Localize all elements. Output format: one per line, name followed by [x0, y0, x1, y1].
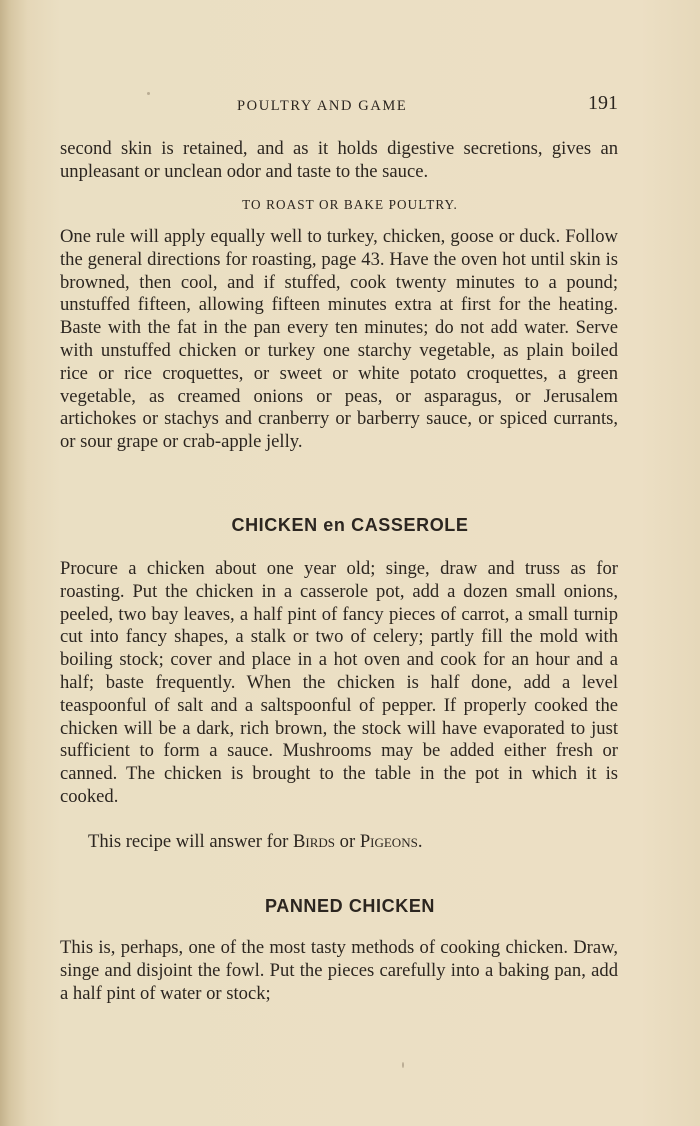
roast-section-title: TO ROAST OR BAKE POULTRY.	[242, 197, 458, 212]
panned-paragraph: This is, perhaps, one of the most tasty methods of cooking chicken. Draw, singe and disjoint the fowl. Put the pieces carefully into a baking pan, add a half pint of water or stock;	[60, 937, 618, 1004]
running-title: POULTRY AND GAME	[237, 98, 408, 114]
recipe-note-end: .	[417, 831, 423, 852]
casserole-heading: CHICKEN en CASSEROLE	[231, 515, 469, 535]
continuation-paragraph: second skin is retained, and as it holds digestive secretions, gives an unpleasant or unclean odor and taste to the sauce.	[60, 138, 618, 182]
recipe-note-prefix: This recipe will answer for	[88, 831, 293, 852]
recipe-note-pigeons: Pigeons	[359, 831, 418, 852]
recipe-note-or: or	[335, 831, 360, 852]
roast-paragraph: One rule will apply equally well to turkey, chicken, goose or duck. Follow the general directions for roasting, page 43. Have the oven hot until skin is browned, then cool, and if stuffed, cook twenty minutes to a pound; unstuffed fifteen, allowing fifteen minutes extra at first for the heating. Baste with the fat in the pan every ten minutes; do not add water. Serve with unstuffed chicken or turkey one starchy vegetable, as plain boiled rice or rice croquettes, or sweet or white potato croquettes, a green vegetable, as creamed onions or peas, or asparagus, or Jerusalem artichokes or stachys and cranberry or barberry sauce, or spiced currants, or sour grape or crab-apple jelly.	[60, 226, 618, 453]
running-header	[0, 92, 700, 118]
page-number: 191	[588, 92, 618, 114]
panned-heading: PANNED CHICKEN	[264, 896, 436, 916]
casserole-paragraph: Procure a chicken about one year old; singe, draw and truss as for roasting. Put the chicken in a casserole pot, add a dozen small onions, peeled, two bay leaves, a half pint of fancy pieces of carrot, a small turnip cut into fancy shapes, a stalk or two of celery; partly fill the mold with boiling stock; cover and place in a hot oven and cook for an hour and a half; baste frequently. When the chicken is half done, add a level teaspoonful of salt and a saltspoonful of pepper. If properly cooked the chicken will be a dark, rich brown, the stock will have evaporated to just sufficient to form a sauce. Mushrooms may be added either fresh or canned. The chicken is brought to the table in the pot in which it is cooked.	[60, 558, 618, 807]
recipe-note-birds: Birds	[292, 831, 336, 852]
page-speck	[402, 1062, 404, 1068]
recipe-note	[88, 831, 422, 853]
